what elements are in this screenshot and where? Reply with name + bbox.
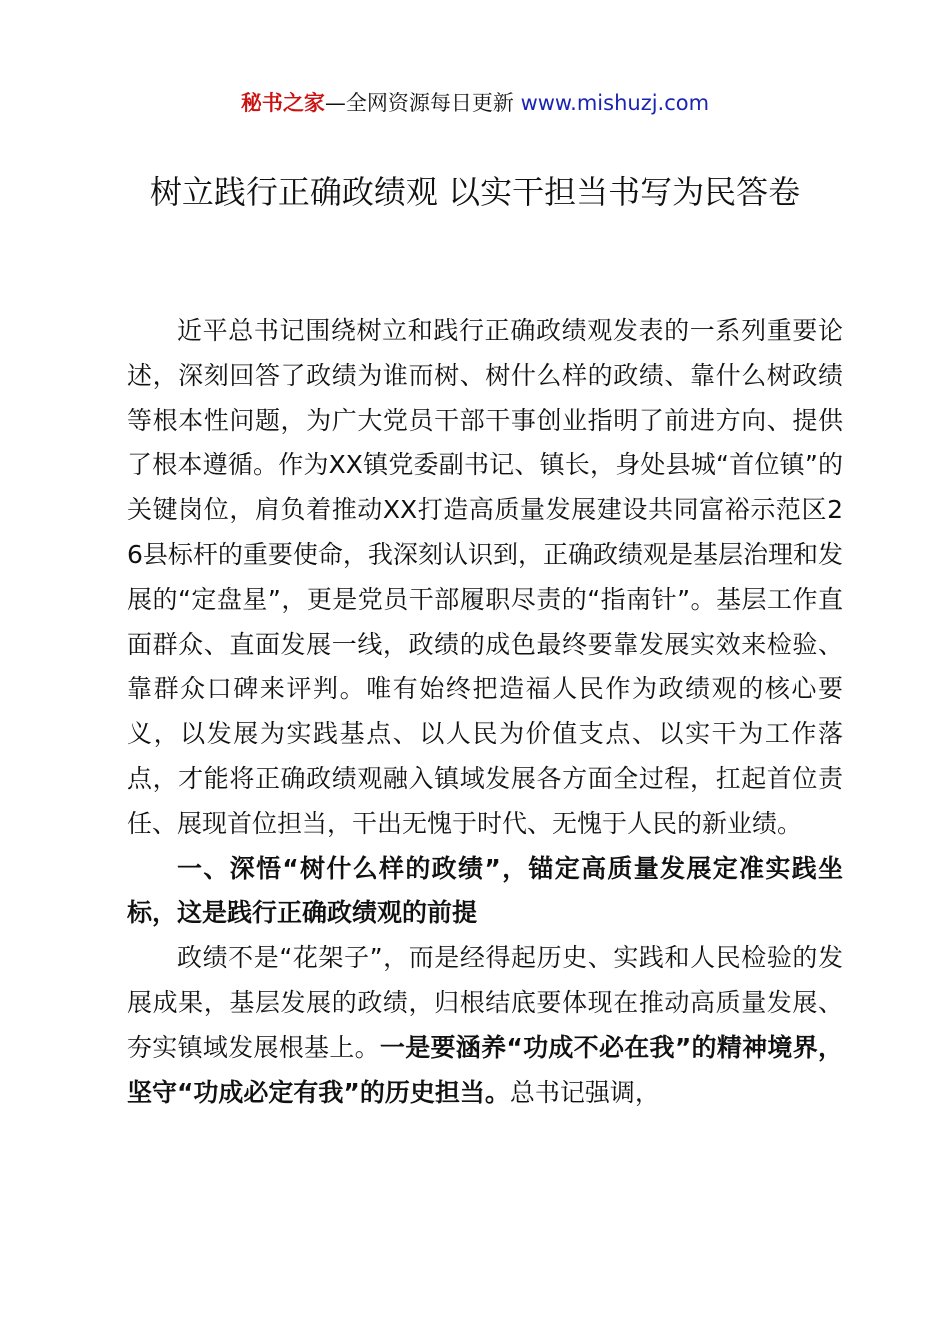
document-title: 树立践行正确政绩观 以实干担当书写为民答卷 xyxy=(149,173,801,211)
section-1-paragraph xyxy=(127,936,843,1115)
section-1-bold-point: 一是要涵养“功成不必在我”的精神境界，坚守“功成必定有我”的历史担当。 xyxy=(127,1032,843,1107)
intro-paragraph: 近平总书记围绕树立和践行正确政绩观发表的一系列重要论述，深刻回答了政绩为谁而树、树什么样的政绩、靠什么树政绩等根本性问题，为广大党员干部干事创业指明了前进方向、提供了根本遵循。作为XX镇党委副书记、镇长，身处县城“首位镇”的关键岗位，肩负着推动XX打造高质量发展建设共同富裕示范区26县标杆的重要使命，我深刻认识到，正确政绩观是基层治理和发展的“定盘星”，更是党员干部履职尽责的“指南针”。基层工作直面群众、直面发展一线，政绩的成色最终要靠发展实效来检验、靠群众口碑来评判。唯有始终把造福人民作为政绩观的核心要义，以发展为实践基点、以人民为价值支点、以实干为工作落点，才能将正确政绩观融入镇域发展各方面全过程，扛起首位责任、展现首位担当，干出无愧于时代、无愧于人民的新业绩。 xyxy=(127,316,843,838)
site-slogan: —全网资源每日更新 xyxy=(324,91,521,115)
document-body xyxy=(127,309,843,1115)
section-1-text-after: 总书记强调， xyxy=(509,1077,660,1107)
section-heading-1: 一、深悟“树什么样的政绩”，锚定高质量发展定准实践坐标，这是践行正确政绩观的前提 xyxy=(127,853,843,928)
section-1-text-before: 政绩不是“花架子”，而是经得起历史、实践和人民检验的发展成果，基层发展的政绩，归根结底要体现在推动高质量发展、夯实镇域发展根基上。 xyxy=(127,943,843,1062)
site-brand[interactable]: 秘书之家 xyxy=(240,91,325,115)
site-url-link[interactable]: www.mishuzj.com xyxy=(520,91,710,115)
site-header xyxy=(0,88,950,118)
